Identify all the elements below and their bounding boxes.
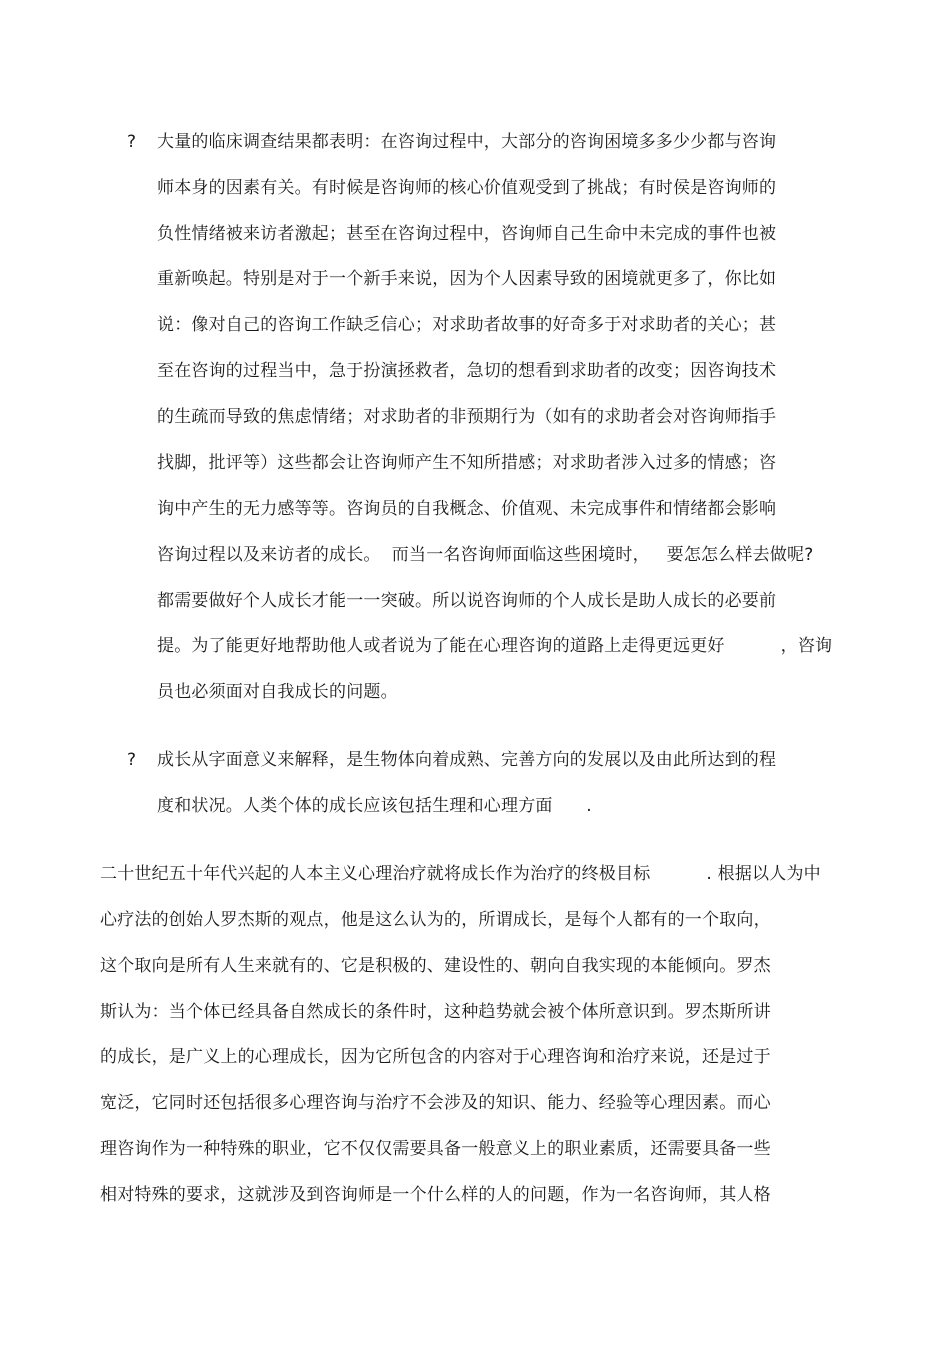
paragraph-line: 的成长，是广义上的心理成长，因为它所包含的内容对于心理咨询和治疗来说，还是过于	[100, 1047, 771, 1067]
paragraph-line: 心疗法的创始人罗杰斯的观点，他是这么认为的，所谓成长，是每个人都有的一个取向，	[100, 910, 771, 930]
bullet-marker-1: ?	[127, 132, 137, 152]
paragraph-line: 宽泛，它同时还包括很多心理咨询与治疗不会涉及的知识、能力、经验等心理因素。而心	[100, 1093, 771, 1113]
paragraph-line: 员也必须面对自我成长的问题。	[157, 682, 398, 702]
paragraph-line: 提。为了能更好地帮助他人或者说为了能在心理咨询的道路上走得更远更好 ，咨询	[157, 636, 833, 656]
paragraph-line: 说：像对自己的咨询工作缺乏信心；对求助者故事的好奇多于对求助者的关心；甚	[157, 315, 777, 335]
paragraph-line: 这个取向是所有人生来就有的、它是积极的、建设性的、朝向自我实现的本能倾向。罗杰	[100, 956, 771, 976]
bullet-marker-2: ?	[127, 750, 137, 770]
paragraph-line: 至在咨询的过程当中，急于扮演拯救者，急切的想看到求助者的改变；因咨询技术	[157, 361, 777, 381]
paragraph-line: 理咨询作为一种特殊的职业，它不仅仅需要具备一般意义上的职业素质，还需要具备一些	[100, 1139, 771, 1159]
paragraph-line: 找脚，批评等）这些都会让咨询师产生不知所措感；对求助者涉入过多的情感；咨	[157, 453, 777, 473]
paragraph-line: 询中产生的无力感等等。咨询员的自我概念、价值观、未完成事件和情绪都会影响	[157, 499, 777, 519]
paragraph-line: 师本身的因素有关。有时候是咨询师的核心价值观受到了挑战；有时侯是咨询师的	[157, 178, 777, 198]
paragraph-line: 度和状况。人类个体的成长应该包括生理和心理方面 .	[157, 796, 592, 816]
paragraph-line: 重新唤起。特别是对于一个新手来说，因为个人因素导致的困境就更多了，你比如	[157, 269, 777, 289]
paragraph-line: 斯认为：当个体已经具备自然成长的条件时，这种趋势就会被个体所意识到。罗杰斯所讲	[100, 1002, 771, 1022]
paragraph-line: 都需要做好个人成长才能一一突破。所以说咨询师的个人成长是助人成长的必要前	[157, 591, 777, 611]
paragraph-line: 咨询过程以及来访者的成长。 而当一名咨询师面临这些困境时， 要怎怎么样去做呢?	[157, 545, 814, 565]
paragraph-line: 相对特殊的要求，这就涉及到咨询师是一个什么样的人的问题，作为一名咨询师，其人格	[100, 1185, 771, 1205]
paragraph-line: 成长从字面意义来解释，是生物体向着成熟、完善方向的发展以及由此所达到的程	[157, 750, 777, 770]
paragraph-line: 的生疏而导致的焦虑情绪；对求助者的非预期行为（如有的求助者会对咨询师指手	[157, 407, 777, 427]
paragraph-line: 负性情绪被来访者激起；甚至在咨询过程中，咨询师自己生命中未完成的事件也被	[157, 224, 777, 244]
paragraph-line: 二十世纪五十年代兴起的人本主义心理治疗就将成长作为治疗的终极目标 . 根据以人为中	[100, 864, 821, 884]
paragraph-line: 大量的临床调查结果都表明：在咨询过程中，大部分的咨询困境多多少少都与咨询	[157, 132, 777, 152]
